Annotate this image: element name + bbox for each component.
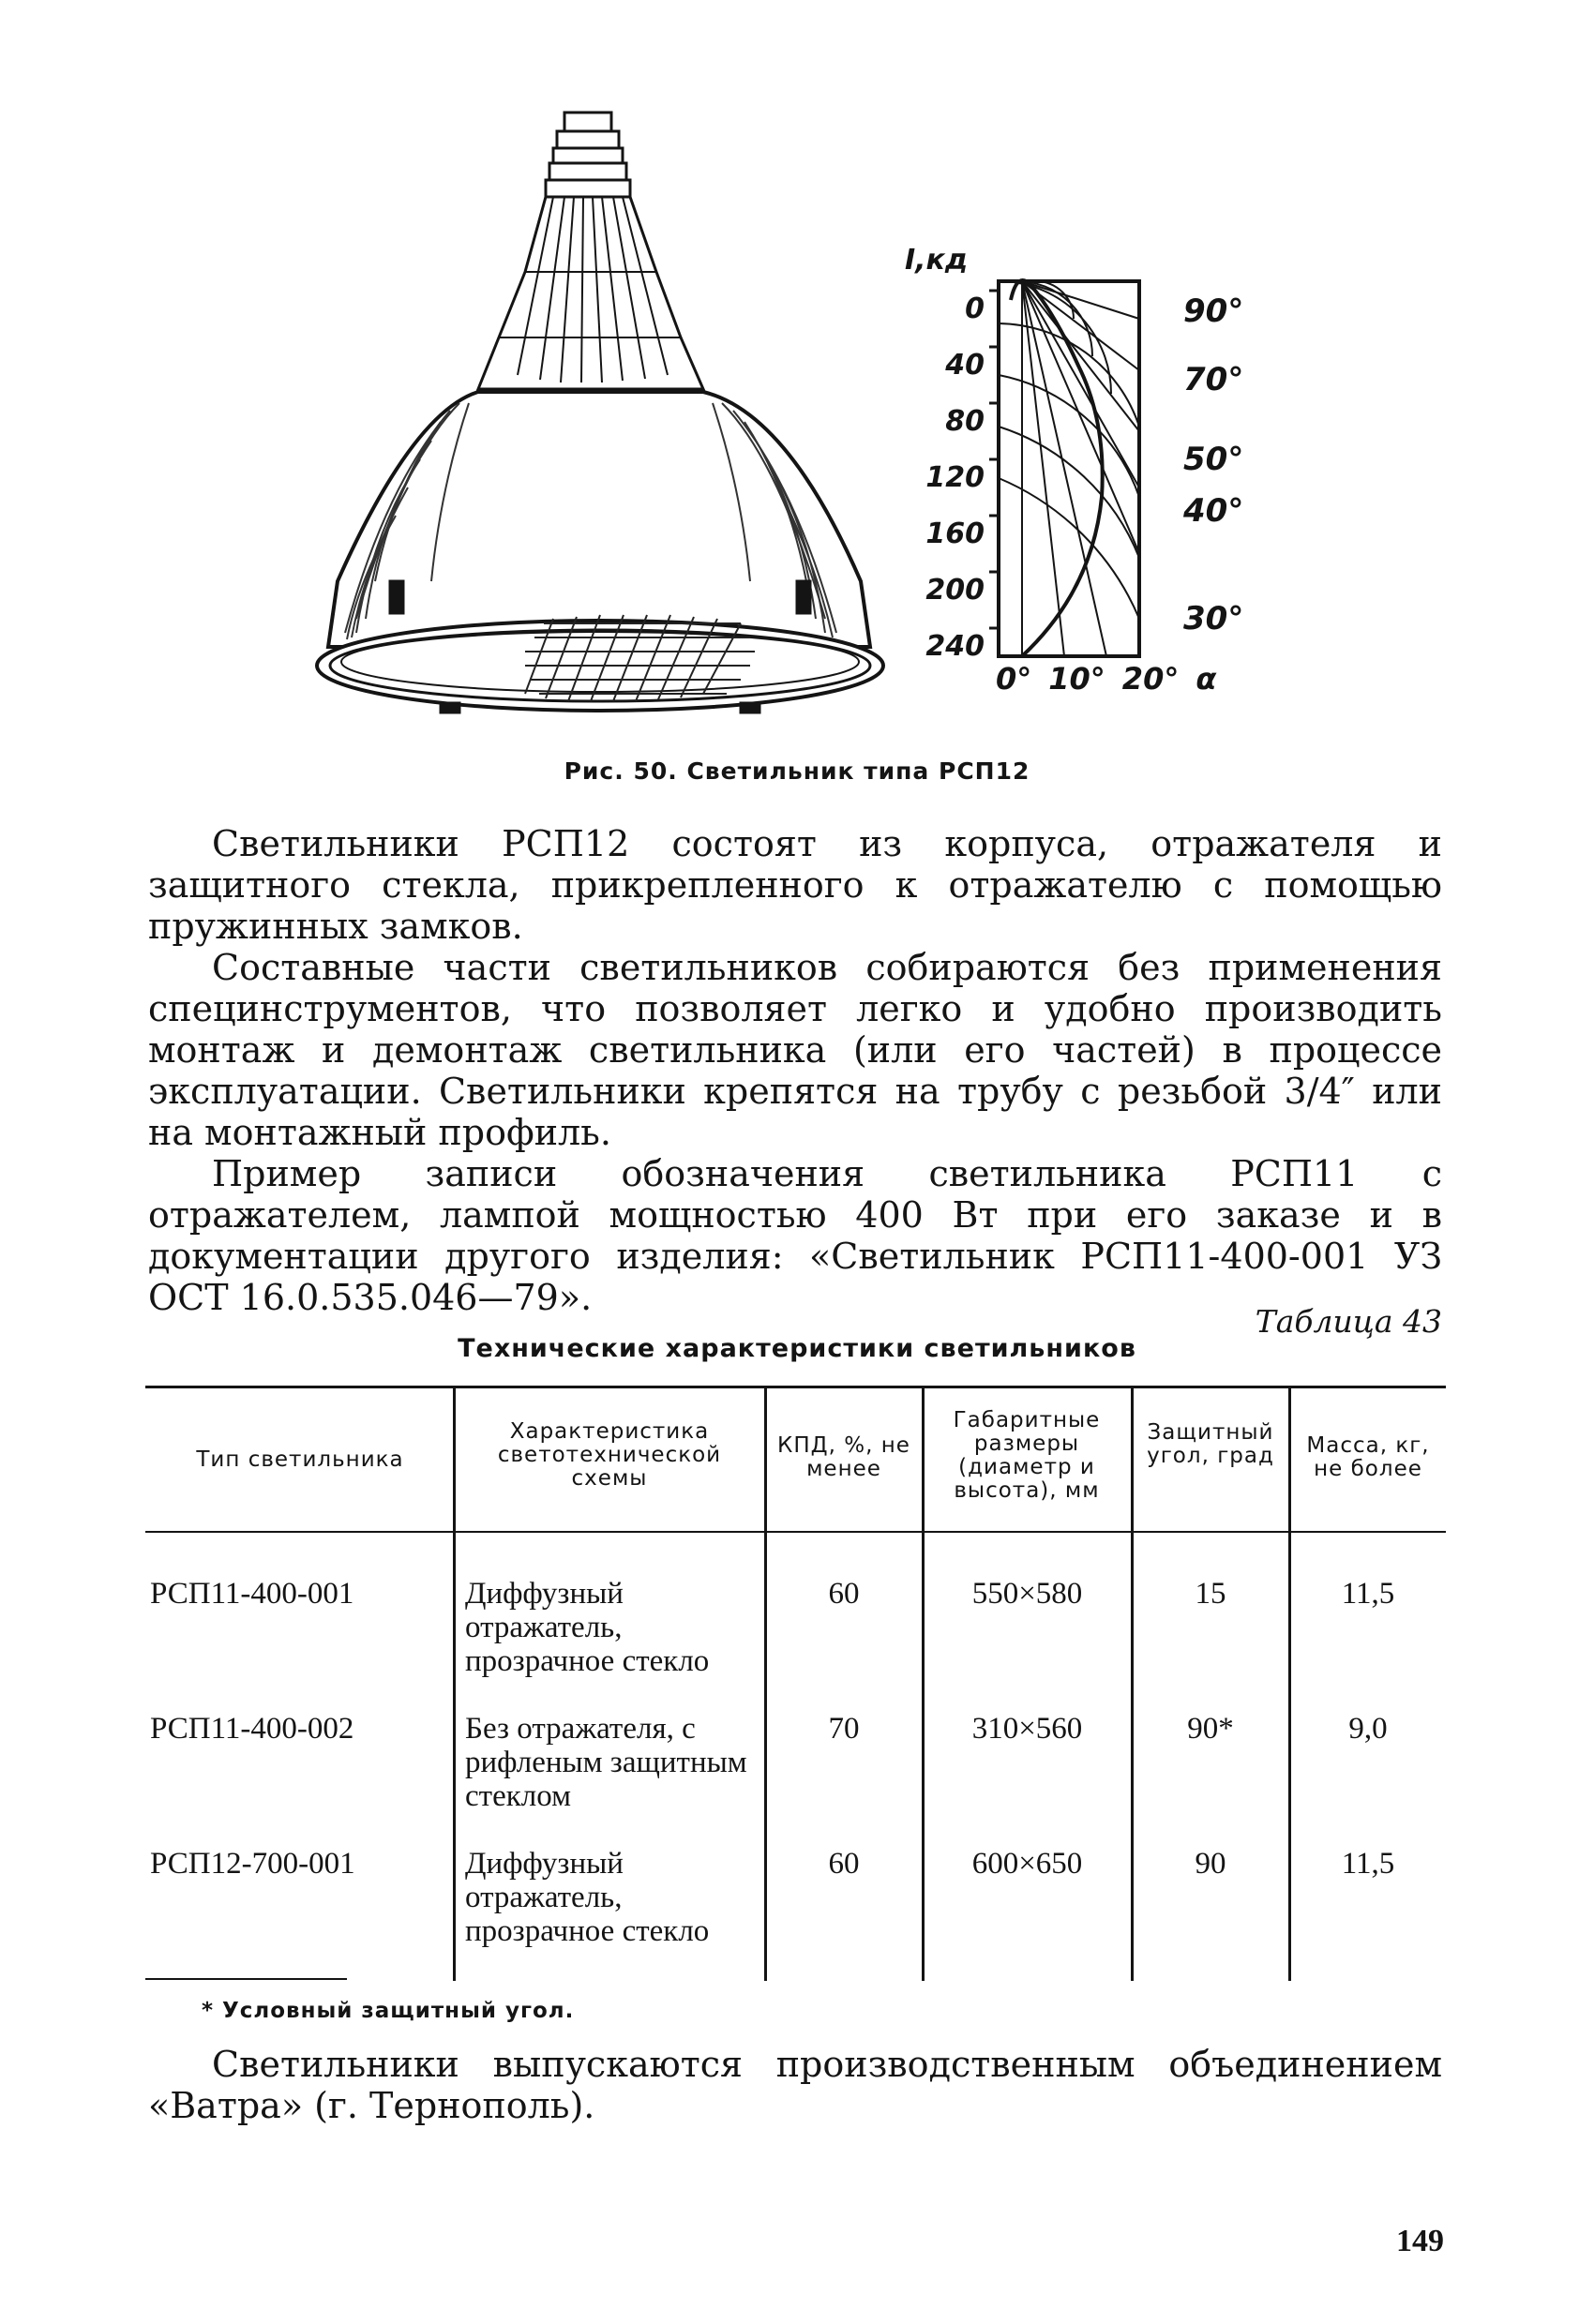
cell-angle: 15 [1195,1577,1226,1611]
intensity-tick: 160 [925,517,985,550]
angle-label: 30° [1183,600,1244,637]
cell-kpd: 60 [828,1577,860,1611]
column-divider [764,1386,767,1981]
column-divider [1288,1386,1291,1981]
cell-type: РСП11-400-001 [150,1577,354,1611]
column-divider [922,1386,925,1981]
intensity-curve [1011,280,1103,656]
cell-size: 600×650 [971,1847,1083,1881]
angle-label: 20° [1121,661,1180,697]
intensity-tick: 80 [945,405,985,438]
angle-label: 50° [1183,441,1244,478]
cell-angle: 90* [1187,1712,1234,1746]
cell-scheme: Без отражателя, с рифленым защитным стеклом [465,1712,747,1813]
header-kpd: КПД, %, не менее [777,1433,910,1481]
intensity-tick: 40 [945,349,985,382]
polar-intensity-ticks [891,281,985,675]
angle-label: α [1196,661,1217,697]
table-top-rule [145,1386,1446,1388]
paragraph: Пример записи обозначения светильника РСП11 с отражателем, лампой мощностью 400 Вт при его заказе и в документации другого изделия: «Светильник РСП11-400-001 УЗ ОСТ 16.0.535.046—79». [148,1153,1442,1318]
cell-mass: 11,5 [1341,1847,1395,1881]
angle-label: 0° [996,661,1032,697]
cell-mass: 9,0 [1348,1712,1388,1746]
footnote-rule [145,1978,347,1980]
intensity-tick: 240 [925,630,985,663]
table-title: Технические характеристики светильников [458,1334,1136,1363]
cell-scheme: Диффузный отражатель, прозрачное стекло [465,1577,710,1678]
header-size: Габаритные размеры (диаметр и высота), мм [953,1408,1101,1503]
header-angle: Защитный угол, град [1147,1420,1274,1468]
column-divider [453,1386,456,1981]
cell-angle: 90 [1195,1847,1226,1881]
header-type: Тип светильника [196,1447,404,1472]
angle-label: 90° [1183,292,1244,330]
cell-kpd: 70 [828,1712,860,1746]
cell-mass: 11,5 [1341,1577,1395,1611]
page-number: 149 [1396,2224,1444,2258]
angle-label: 70° [1183,361,1244,398]
cell-type: РСП11-400-002 [150,1712,354,1746]
intensity-tick: 200 [925,574,985,607]
intensity-tick: 120 [925,461,985,494]
table-label: Таблица 43 [1255,1303,1442,1340]
header-mass: Масса, кг, не более [1306,1433,1430,1481]
paragraph: Составные части светильников собираются без применения специнструментов, что позволяет легко и удобно производить монтаж и демонтаж светильника (или его частей) в процессе эксплуатации. Светильники крепятся на трубу с резьбой 3/4″ или на монтажный профиль. [148,947,1442,1153]
cell-size: 550×580 [971,1577,1083,1611]
header-scheme: Характеристика светотехнической схемы [497,1419,722,1491]
cell-kpd: 60 [828,1847,860,1881]
column-divider [1131,1386,1134,1981]
cell-scheme: Диффузный отражатель, прозрачное стекло [465,1847,710,1948]
intensity-tick: 0 [965,292,985,325]
paragraph: Светильники РСП12 состоят из корпуса, отражателя и защитного стекла, прикрепленного к отражателю с помощью пружинных замков. [148,823,1442,947]
cell-size: 310×560 [971,1712,1083,1746]
table-header-rule [145,1531,1446,1533]
angle-label: 40° [1183,492,1244,530]
polar-angle-labels-bottom [996,661,1216,697]
table-footnote: * Условный защитный угол. [202,1999,575,2023]
luminaire-drawing [300,94,900,741]
figure-caption: Рис. 50. Светильник типа РСП12 [564,757,1030,785]
angle-label: 10° [1048,661,1105,697]
paragraph: Светильники выпускаются производственным объединением «Ватра» (г. Тернополь). [148,2044,1442,2126]
polar-axis-unit: I,кд [905,244,969,277]
cell-type: РСП12-700-001 [150,1847,355,1881]
